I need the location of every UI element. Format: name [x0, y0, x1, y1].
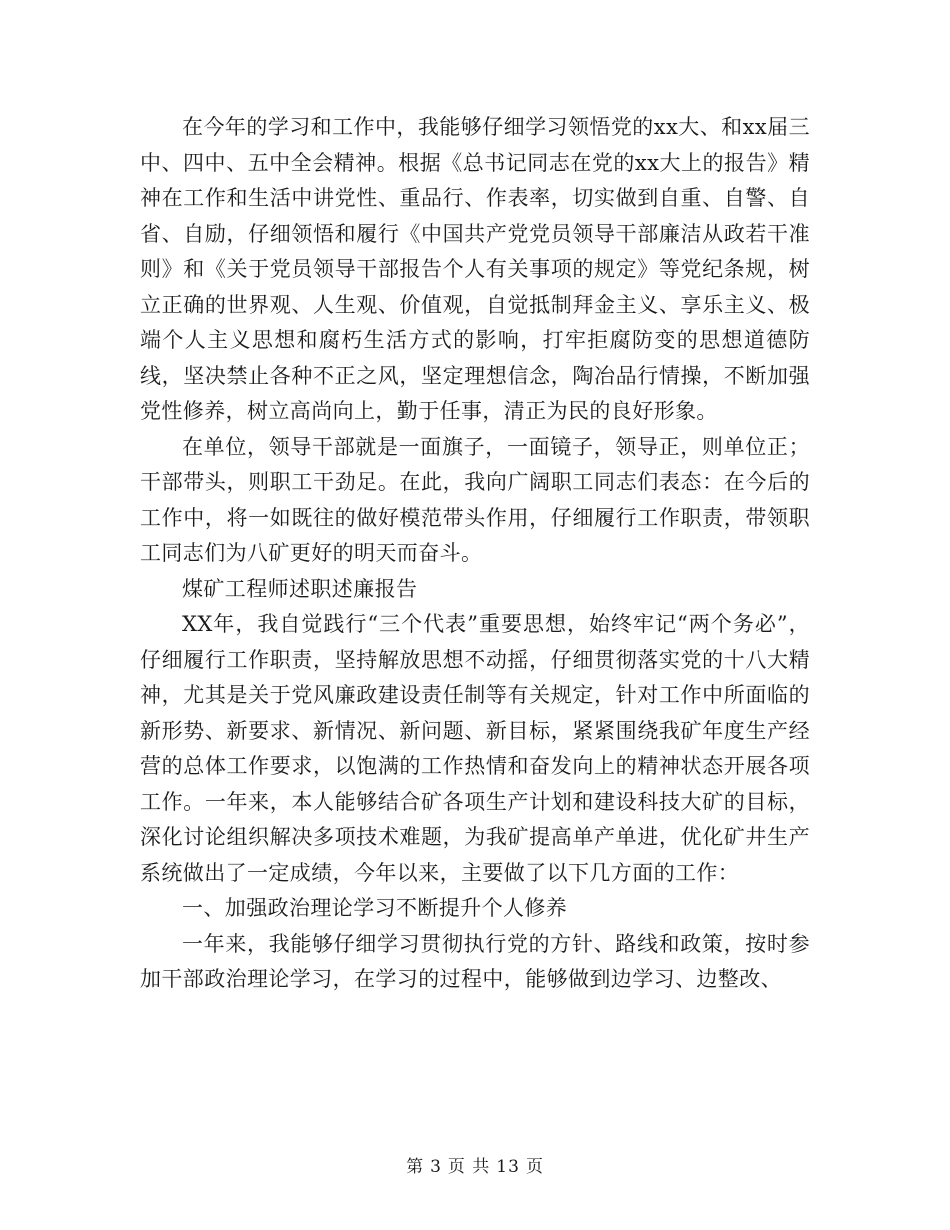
footer-suffix: 页 [525, 1157, 544, 1177]
footer-prefix: 第 [406, 1157, 425, 1177]
paragraph-leadership: 在单位，领导干部就是一面旗子，一面镜子，领导正，则单位正；干部带头，则职工干劲足。在此，我向广阔职工同志们表态：在今后的工作中，将一如既往的做好模范带头作用，仔细履行工作职责，带领职工同志们为八矿更好的明天而奋斗。 [140, 434, 810, 565]
paragraph-political-study: 一年来，我能够仔细学习贯彻执行党的方针、路线和政策，按时参加干部政治理论学习，在学习的过程中，能够做到边学习、边整改、 [140, 931, 810, 991]
report-title: 煤矿工程师述职述廉报告 [182, 576, 418, 601]
paragraph-annual-review: XX年，我自觉践行“三个代表”重要思想，始终牢记“两个务必”，仔细履行工作职责，坚持解放思想不动摇，仔细贯彻落实党的十八大精神，尤其是关于党风廉政建设责任制等有关规定，针对工作中所面临的新形势、新要求、新情况、新问题、新目标，紧紧围绕我矿年度生产经营的总体工作要求，以饱满的工作热情和奋发向上的精神状态开展各项工作。一年来，本人能够结合矿各项生产计划和建设科技大矿的目标，深化讨论组织解决多项技术难题，为我矿提高单产单进，优化矿井生产系统做出了一定成绩，今年以来，主要做了以下几方面的工作： [140, 612, 810, 885]
document-body [140, 110, 810, 998]
footer-current-page: 3 [430, 1157, 442, 1177]
footer-middle: 页 共 [447, 1157, 491, 1177]
footer-total-pages: 13 [496, 1157, 520, 1177]
paragraph-study: 在今年的学习和工作中，我能够仔细学习领悟党的xx大、和xx届三中、四中、五中全会精神。根据《总书记同志在党的xx大上的报告》精神在工作和生活中讲党性、重品行、作表率，切实做到自重、自警、自省、自励，仔细领悟和履行《中国共产党党员领导干部廉洁从政若干准则》和《关于党员领导干部报告个人有关事项的规定》等党纪条规，树立正确的世界观、人生观、价值观，自觉抵制拜金主义、享乐主义、极端个人主义思想和腐朽生活方式的影响，打牢拒腐防变的思想道德防线，坚决禁止各种不正之风，坚定理想信念，陶冶品行情操，不断加强党性修养，树立高尚向上，勤于任事，清正为民的良好形象。 [140, 115, 810, 423]
page-footer [0, 1152, 950, 1177]
section-heading-1: 一、加强政治理论学习不断提升个人修养 [182, 896, 568, 920]
